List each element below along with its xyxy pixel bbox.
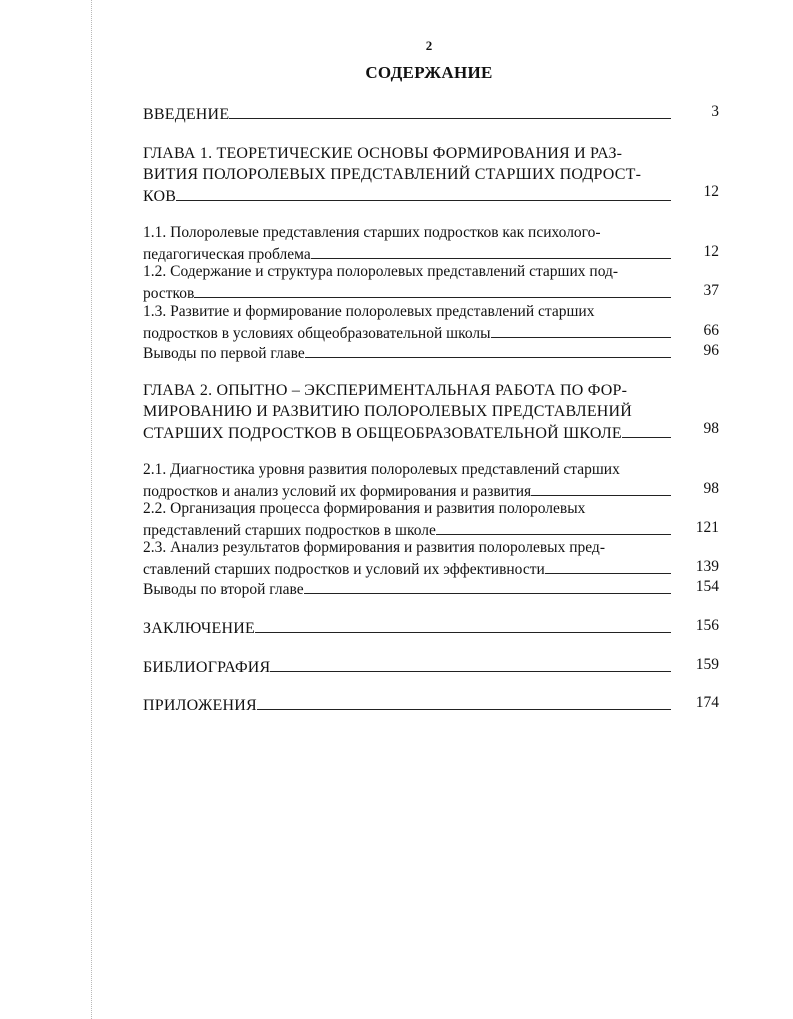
toc-entry-text: ростков	[143, 284, 195, 302]
leader-line	[257, 694, 671, 710]
toc-entry-line	[143, 302, 673, 322]
toc-entry-text: 1.3. Развитие и формирование полоролевых представлений старших	[143, 303, 595, 320]
toc-entry-line	[143, 103, 673, 125]
toc-entry-text: ГЛАВА 1. ТЕОРЕТИЧЕСКИЕ ОСНОВЫ ФОРМИРОВАНИЯ И РАЗ-	[143, 145, 623, 162]
toc-page-number: 139	[695, 558, 719, 575]
toc-page-number: 96	[703, 342, 719, 359]
toc-entry-text: подростков в условиях общеобразовательной школы	[143, 324, 491, 342]
toc-entry-line	[143, 164, 673, 185]
toc-entry-line	[143, 694, 673, 716]
toc-entry-line	[143, 243, 673, 265]
leader-line	[304, 578, 671, 594]
toc-entry-text: ставлений старших подростков и условий их эффективности	[143, 560, 545, 578]
leader-line	[491, 322, 671, 338]
toc-entry-line	[143, 185, 673, 207]
toc-entry-line	[143, 578, 673, 600]
toc-entry-line	[143, 342, 673, 364]
toc-entry	[143, 499, 673, 540]
toc-entry-line	[143, 322, 673, 344]
toc-entry-line	[143, 499, 673, 519]
toc-entry-text: 1.2. Содержание и структура полоролевых представлений старших под-	[143, 263, 619, 280]
toc-entry-text: Выводы по второй главе	[143, 581, 304, 598]
toc-entry-text: ПРИЛОЖЕНИЯ	[143, 697, 257, 714]
toc-entry	[143, 262, 673, 303]
toc-entry	[143, 380, 673, 444]
toc-page-number: 3	[711, 103, 719, 120]
leader-line	[531, 480, 671, 496]
leader-line	[229, 103, 671, 119]
toc-page-number: 98	[703, 480, 719, 497]
toc-entry	[143, 694, 673, 716]
leader-line	[176, 185, 671, 201]
toc-entry-line	[143, 143, 673, 164]
page-title: СОДЕРЖАНИЕ	[365, 63, 493, 82]
toc-entry-line	[143, 380, 673, 401]
leader-line	[305, 342, 671, 358]
toc-entry	[143, 538, 673, 579]
toc-entry-text: ВВЕДЕНИЕ	[143, 106, 230, 123]
leader-line	[436, 519, 671, 535]
toc-page-number: 12	[703, 183, 719, 200]
toc-entry-line	[143, 262, 673, 282]
toc-entry	[143, 143, 673, 207]
page-number: 2	[425, 38, 433, 53]
toc-entry	[143, 223, 673, 264]
toc-entry-text: 1.1. Полоролевые представления старших подростков как психолого-	[143, 224, 601, 241]
toc-page-number: 154	[695, 578, 719, 595]
toc-entry	[143, 578, 673, 600]
leader-line	[255, 617, 671, 633]
toc-entry-text: ВИТИЯ ПОЛОРОЛЕВЫХ ПРЕДСТАВЛЕНИЙ СТАРШИХ ПОДРОСТ-	[143, 166, 642, 183]
toc-entry-text: педагогическая проблема	[143, 245, 311, 263]
toc-entry-line	[143, 282, 673, 304]
leader-line	[311, 243, 671, 259]
toc-page-number: 12	[703, 243, 719, 260]
toc-entry-text: подростков и анализ условий их формирования и развития	[143, 482, 532, 500]
toc-entry-text: МИРОВАНИЮ И РАЗВИТИЮ ПОЛОРОЛЕВЫХ ПРЕДСТАВЛЕНИЙ	[143, 403, 633, 420]
toc-entry-line	[143, 460, 673, 480]
toc-entry-text: БИБЛИОГРАФИЯ	[143, 659, 271, 676]
toc-entry	[143, 656, 673, 678]
toc-entry-line	[143, 422, 673, 444]
toc-entry-line	[143, 519, 673, 541]
toc-entry-text: 2.2. Организация процесса формирования и развития полоролевых	[143, 500, 586, 517]
toc-page-number: 174	[695, 694, 719, 711]
toc-page-number: 159	[695, 656, 719, 673]
toc-page-number: 37	[703, 282, 719, 299]
toc-entry-line	[143, 538, 673, 558]
toc-entry-line	[143, 617, 673, 639]
leader-line	[545, 558, 671, 574]
toc-page-number: 66	[703, 322, 719, 339]
toc-entry-text: ЗАКЛЮЧЕНИЕ	[143, 620, 255, 637]
toc-entry-line	[143, 401, 673, 422]
toc-entry-line	[143, 223, 673, 243]
leader-line	[270, 656, 671, 672]
toc-entry	[143, 460, 673, 501]
toc-entry-text: ГЛАВА 2. ОПЫТНО – ЭКСПЕРИМЕНТАЛЬНАЯ РАБОТА ПО ФОР-	[143, 382, 628, 399]
toc-entry-line	[143, 480, 673, 502]
toc-page-number: 98	[703, 420, 719, 437]
toc-entry-text: СТАРШИХ ПОДРОСТКОВ В ОБЩЕОБРАЗОВАТЕЛЬНОЙ ШКОЛЕ	[143, 425, 622, 442]
toc-page-number: 156	[695, 617, 719, 634]
toc-page-number: 121	[695, 519, 719, 536]
toc-entry	[143, 302, 673, 343]
toc-entry-line	[143, 656, 673, 678]
toc-entry	[143, 342, 673, 364]
toc-entry-line	[143, 558, 673, 580]
toc-entry-text: КОВ	[143, 188, 177, 205]
toc-entry-text: 2.3. Анализ результатов формирования и развития полоролевых пред-	[143, 539, 605, 556]
toc-entry-text: представлений старших подростков в школе	[143, 521, 436, 539]
toc-entry	[143, 617, 673, 639]
leader-line	[194, 282, 671, 298]
toc-entry-text: Выводы по первой главе	[143, 345, 305, 362]
toc-entry	[143, 103, 673, 125]
toc-entry-text: 2.1. Диагностика уровня развития полоролевых представлений старших	[143, 461, 620, 478]
